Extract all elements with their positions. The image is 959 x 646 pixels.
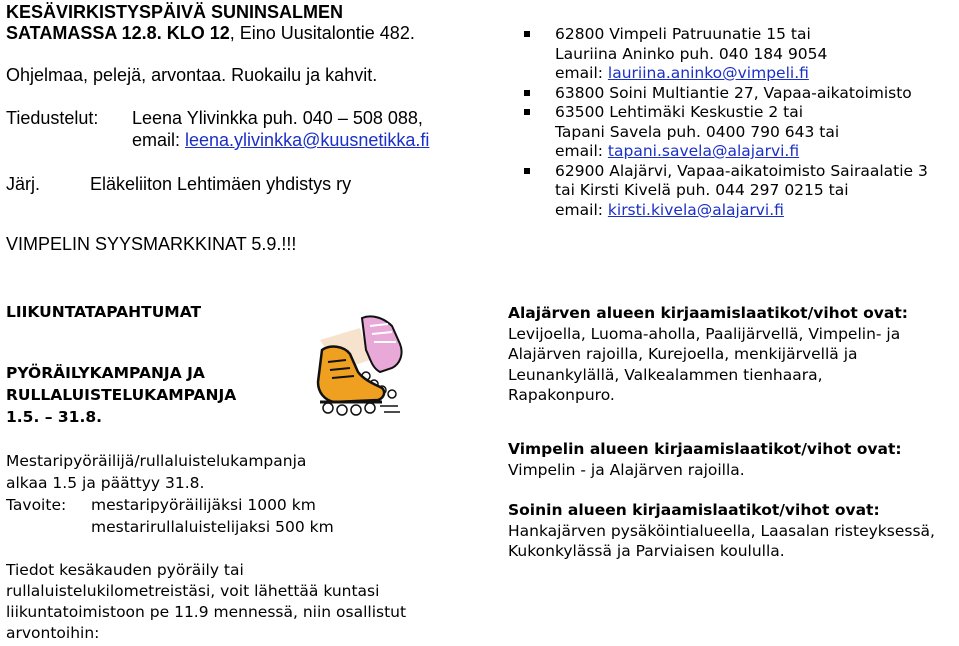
contact-line: tai Kirsti Kivelä puh. 044 297 0215 tai bbox=[555, 181, 849, 199]
contacts-list bbox=[517, 25, 928, 220]
contact-line: 62900 Alajärvi, Vapaa-aikatoimisto Sairaalatie 3 bbox=[555, 161, 928, 180]
soini-line: Hankajärven pysäköintialueella, Laasalan risteyksessä, bbox=[508, 521, 935, 540]
organizer-label: Järj. bbox=[6, 174, 41, 194]
bullet-square-icon bbox=[524, 168, 530, 174]
contact-item bbox=[517, 84, 928, 104]
info-line1: Tiedot kesäkauden pyöräily tai bbox=[6, 561, 244, 579]
alajarvi-line: Alajärven rajoilla, Kurejoella, menkijärvellä ja bbox=[508, 345, 858, 363]
market-announcement: VIMPELIN SYYSMARKKINAT 5.9.!!! bbox=[6, 234, 297, 254]
campaign-desc-line2: alkaa 1.5 ja päättyy 31.8. bbox=[6, 474, 205, 492]
event-program: Ohjelmaa, pelejä, arvontaa. Ruokailu ja kahvit. bbox=[6, 65, 378, 85]
campaign-title-line1: PYÖRÄILYKAMPANJA JA bbox=[6, 364, 205, 382]
sports-heading: LIIKUNTATAPAHTUMAT bbox=[6, 303, 202, 321]
contact-email-link[interactable]: lauriina.aninko@vimpeli.fi bbox=[607, 64, 809, 82]
event-title-line2 bbox=[6, 23, 415, 44]
bullet-square-icon bbox=[524, 90, 530, 96]
campaign-dates: 1.5. – 31.8. bbox=[6, 408, 103, 426]
inquiry-label: Tiedustelut: bbox=[6, 108, 99, 128]
campaign-desc-line1: Mestaripyöräilijä/rullaluistelukampanja bbox=[6, 452, 307, 470]
contact-line: 62800 Vimpeli Patruunatie 15 tai bbox=[555, 25, 811, 43]
event-address: , Eino Uusitalontie 482. bbox=[229, 23, 415, 43]
contact-line: Tapani Savela puh. 0400 790 643 tai bbox=[555, 122, 840, 141]
event-date: SATAMASSA 12.8. KLO 12 bbox=[6, 23, 230, 43]
contact-email-label: email: bbox=[555, 200, 608, 219]
contact-line: Lauriina Aninko puh. 040 184 9054 bbox=[555, 44, 828, 63]
bullet-square-icon bbox=[524, 31, 530, 37]
contact-item bbox=[517, 103, 928, 162]
contact-email-link[interactable]: tapani.savela@alajarvi.fi bbox=[607, 142, 800, 160]
alajarvi-line: Leunankylällä, Valkealammen tienhaara, bbox=[508, 365, 823, 384]
contact-item bbox=[517, 162, 928, 221]
organizer-name: Eläkeliiton Lehtimäen yhdistys ry bbox=[90, 174, 352, 194]
inquiry-email-line bbox=[132, 130, 429, 151]
contact-email-line bbox=[555, 142, 928, 162]
contact-email-line bbox=[555, 201, 928, 221]
alajarvi-section bbox=[508, 303, 908, 406]
inquiry-contact: Leena Ylivinkka puh. 040 – 508 088, bbox=[132, 108, 423, 128]
inquiry-email-label: email: bbox=[132, 130, 186, 150]
vimpeli-heading: Vimpelin alueen kirjaamislaatikot/vihot ovat: bbox=[508, 440, 902, 458]
alajarvi-heading: Alajärven alueen kirjaamislaatikot/vihot ovat: bbox=[508, 304, 908, 322]
campaign-title-line2: RULLALUISTELUKAMPANJA bbox=[6, 386, 237, 404]
vimpeli-section bbox=[508, 439, 902, 480]
contact-item bbox=[517, 25, 928, 84]
info-line3: liikuntatoimistoon pe 11.9 mennessä, niin osallistut bbox=[6, 603, 407, 621]
soini-line: Kukonkylässä ja Parviaisen koululla. bbox=[508, 542, 785, 560]
alajarvi-line: Rapakonpuro. bbox=[508, 386, 615, 404]
contact-email-link[interactable]: kirsti.kivela@alajarvi.fi bbox=[607, 200, 784, 219]
contact-email-line bbox=[555, 64, 928, 84]
soini-heading: Soinin alueen kirjaamislaatikot/vihot ovat: bbox=[508, 501, 880, 519]
event-title-line1: KESÄVIRKISTYSPÄIVÄ SUNINSALMEN bbox=[6, 2, 344, 22]
inquiry-email-link[interactable]: leena.ylivinkka@kuusnetikka.fi bbox=[185, 130, 430, 150]
goal-skating: mestarirullaluistelijaksi 500 km bbox=[91, 518, 334, 536]
goal-label: Tavoite: bbox=[6, 496, 67, 514]
inline-skates-icon bbox=[300, 310, 412, 422]
contact-email-label: email: bbox=[555, 64, 608, 82]
soini-section bbox=[508, 500, 935, 562]
contact-line: 63800 Soini Multiantie 27, Vapaa-aikatoimisto bbox=[555, 83, 912, 102]
contact-line: 63500 Lehtimäki Keskustie 2 tai bbox=[555, 103, 804, 121]
info-line2: rullaluistelukilometreistäsi, voit lähettää kuntasi bbox=[6, 582, 380, 600]
alajarvi-line: Levijoella, Luoma-aholla, Paalijärvellä, Vimpelin- ja bbox=[508, 324, 901, 343]
vimpeli-line: Vimpelin - ja Alajärven rajoilla. bbox=[508, 460, 745, 479]
contact-email-label: email: bbox=[555, 142, 608, 160]
goal-cycling: mestaripyöräilijäksi 1000 km bbox=[91, 496, 316, 514]
info-line4: arvontoihin: bbox=[6, 624, 100, 642]
bullet-square-icon bbox=[524, 109, 530, 115]
